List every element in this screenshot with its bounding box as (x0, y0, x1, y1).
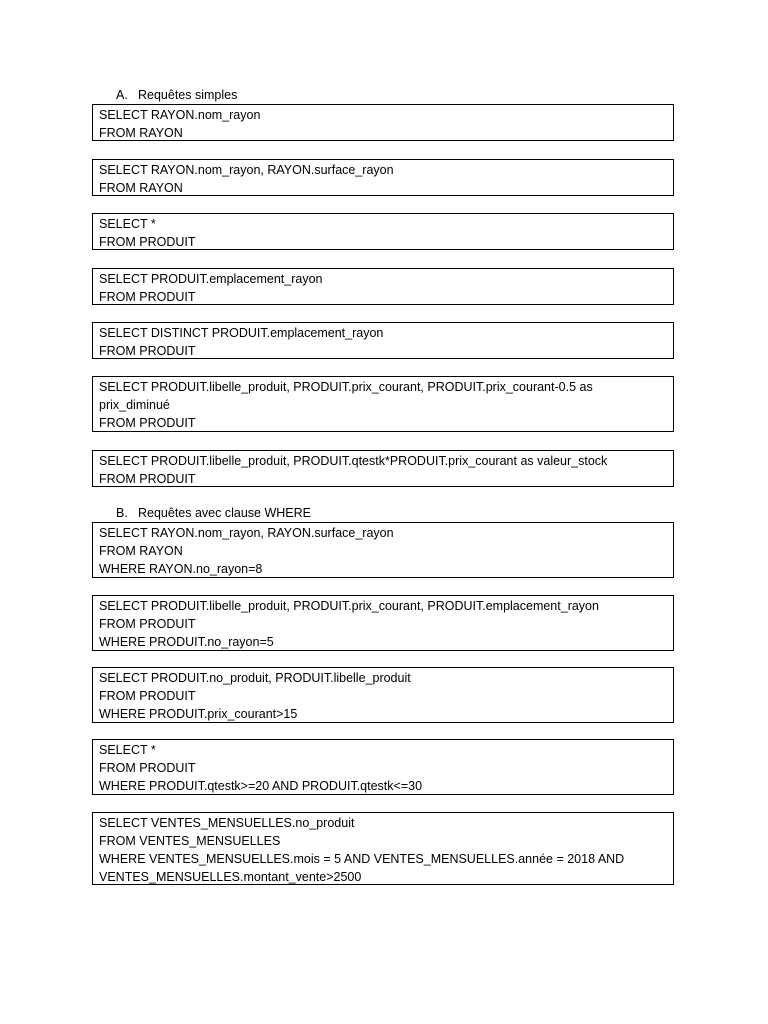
section-a-title: Requêtes simples (138, 88, 238, 102)
section-b-title: Requêtes avec clause WHERE (138, 506, 311, 520)
query-line: WHERE RAYON.no_rayon=8 (99, 562, 263, 576)
query-line: SELECT RAYON.nom_rayon (99, 108, 261, 122)
query-line: SELECT PRODUIT.libelle_produit, PRODUIT.prix_courant, PRODUIT.prix_courant-0.5 as (99, 380, 593, 394)
query-line: FROM PRODUIT (99, 290, 196, 304)
section-a-letter: A. (116, 88, 128, 102)
query-line: FROM RAYON (99, 126, 183, 140)
query-line: SELECT RAYON.nom_rayon, RAYON.surface_rayon (99, 526, 394, 540)
query-box (92, 104, 674, 141)
query-box (92, 812, 674, 885)
query-line: FROM RAYON (99, 544, 183, 558)
query-line: FROM PRODUIT (99, 761, 196, 775)
query-line: VENTES_MENSUELLES.montant_vente>2500 (99, 870, 362, 884)
section-b-heading (116, 505, 311, 521)
query-box (92, 376, 674, 432)
section-a-heading (116, 87, 237, 103)
query-line: SELECT * (99, 743, 156, 757)
query-line: SELECT DISTINCT PRODUIT.emplacement_rayon (99, 326, 384, 340)
query-box (92, 213, 674, 250)
query-line: SELECT RAYON.nom_rayon, RAYON.surface_rayon (99, 163, 394, 177)
query-line: FROM PRODUIT (99, 689, 196, 703)
query-line: WHERE PRODUIT.no_rayon=5 (99, 635, 274, 649)
query-box (92, 522, 674, 578)
section-b-letter: B. (116, 506, 128, 520)
query-line: WHERE VENTES_MENSUELLES.mois = 5 AND VENTES_MENSUELLES.année = 2018 AND (99, 852, 625, 866)
query-line: FROM VENTES_MENSUELLES (99, 834, 281, 848)
query-line: FROM RAYON (99, 181, 183, 195)
query-line: SELECT PRODUIT.libelle_produit, PRODUIT.qtestk*PRODUIT.prix_courant as valeur_stock (99, 454, 608, 468)
query-line: WHERE PRODUIT.prix_courant>15 (99, 707, 298, 721)
query-box (92, 268, 674, 305)
query-line: FROM PRODUIT (99, 472, 196, 486)
query-box (92, 159, 674, 196)
query-line: prix_diminué (99, 398, 170, 412)
query-line: SELECT PRODUIT.libelle_produit, PRODUIT.prix_courant, PRODUIT.emplacement_rayon (99, 599, 599, 613)
query-line: SELECT PRODUIT.emplacement_rayon (99, 272, 323, 286)
query-box (92, 595, 674, 651)
query-box (92, 450, 674, 487)
query-line: SELECT * (99, 217, 156, 231)
query-line: FROM PRODUIT (99, 235, 196, 249)
query-line: FROM PRODUIT (99, 344, 196, 358)
query-line: SELECT VENTES_MENSUELLES.no_produit (99, 816, 355, 830)
query-line: WHERE PRODUIT.qtestk>=20 AND PRODUIT.qtestk<=30 (99, 779, 423, 793)
query-line: SELECT PRODUIT.no_produit, PRODUIT.libelle_produit (99, 671, 411, 685)
query-box (92, 667, 674, 723)
query-box (92, 322, 674, 359)
query-line: FROM PRODUIT (99, 416, 196, 430)
query-box (92, 739, 674, 795)
query-line: FROM PRODUIT (99, 617, 196, 631)
